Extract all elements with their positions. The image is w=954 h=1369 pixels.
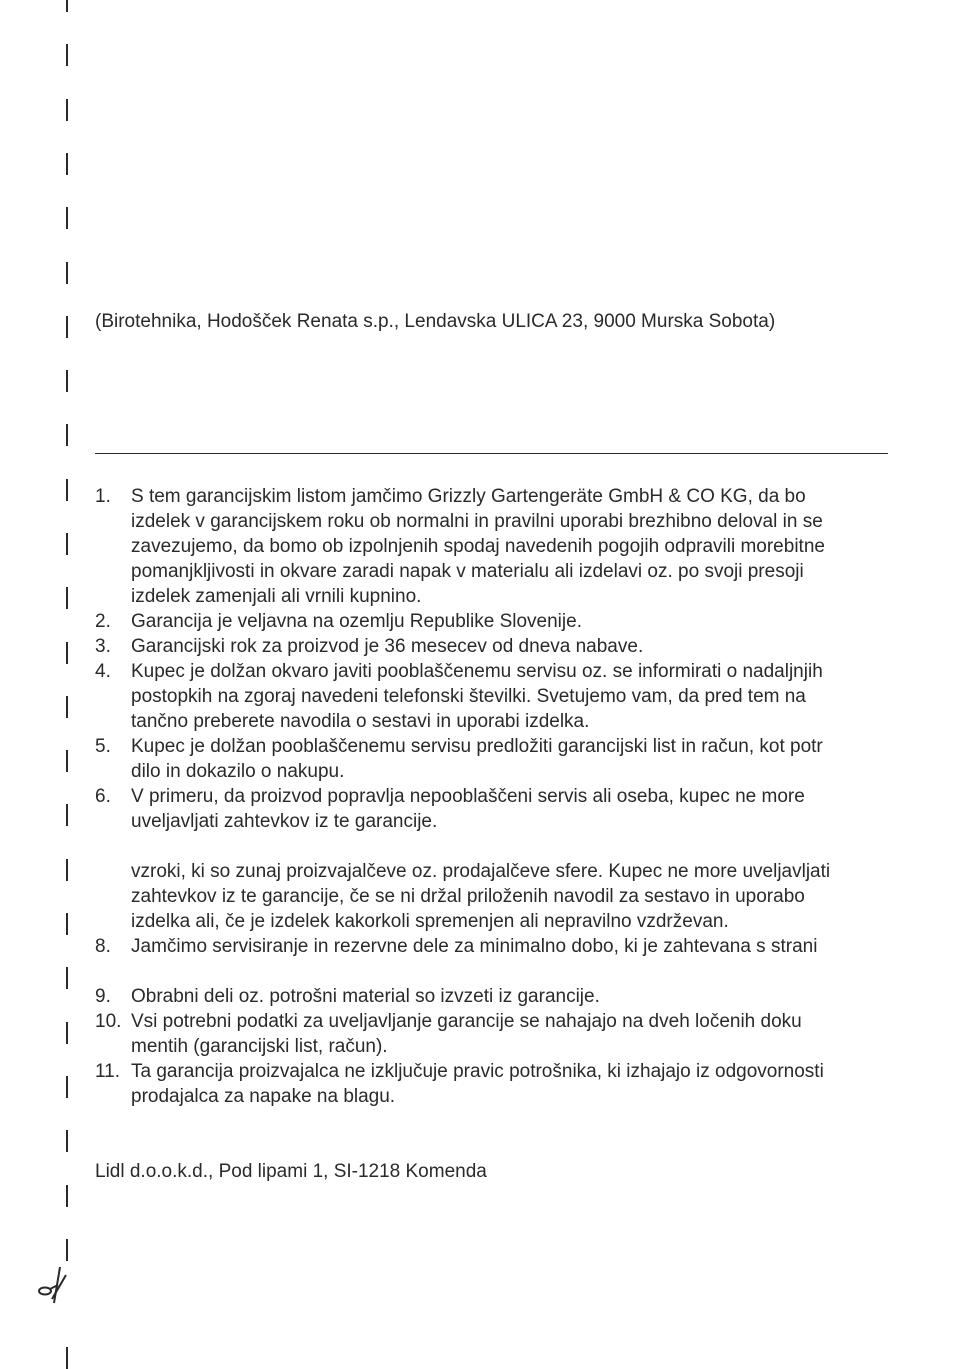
list-item-number: 9. [95,986,111,1007]
cut-line-dash [66,262,68,284]
text-line: tančno preberete navodila o sestavi in uporabi izdelka. [131,711,590,732]
list-item [95,659,895,734]
cut-line-dash [66,587,68,609]
list-item-number: 2. [95,611,111,632]
address-line: (Birotehnika, Hodošček Renata s.p., Lendavska ULICA 23, 9000 Murska Sobota) [95,311,776,332]
text-line: mentih (garancijski list, račun). [131,1036,388,1057]
cut-line-dash [66,750,68,772]
list-item-text [131,1059,895,1109]
text-line: izdelek v garancijskem roku ob normalni in pravilni uporabi brezhibno deloval in se [131,511,823,532]
cut-line-dash [66,913,68,935]
list-item-number: 3. [95,636,111,657]
cut-line-dash [66,642,68,664]
footer-address: Lidl d.o.o.k.d., Pod lipami 1, SI-1218 Komenda [95,1161,487,1182]
list-item-text [131,634,895,659]
text-line: prodajalca za napake na blagu. [131,1086,396,1107]
cut-line-dash [66,424,68,446]
list-item-text [131,934,895,984]
list-item [95,984,895,1009]
cut-line-dash [66,207,68,229]
text-line: izdelka ali, če je izdelek kakorkoli spremenjen ali nepravilno vzdrževan. [131,911,729,932]
cut-line-dash [66,859,68,881]
text-line: pomanjkljivosti in okvare zaradi napak v materialu ali izdelavi oz. po svoji presoji [131,561,804,582]
cut-line-dash [66,370,68,392]
cut-line-dash [66,44,68,66]
list-item [95,934,895,984]
list-item [95,1009,895,1059]
list-item [95,634,895,659]
text-line: Kupec je dolžan okvaro javiti pooblaščenemu servisu oz. se informirati o nadaljnjih [131,661,823,682]
text-line: uveljavljati zahtevkov iz te garancije. [131,811,438,832]
list-item-text [131,609,895,634]
text-line: izdelek zamenjali ali vrnili kupnino. [131,586,422,607]
text-line [131,959,895,984]
cut-line-dash [66,696,68,718]
cut-line-dash [66,479,68,501]
divider [95,453,888,454]
text-line: Jamčimo servisiranje in rezervne dele za minimalno dobo, ki je zahtevana s strani [131,936,818,957]
list-item [95,1059,895,1109]
cut-line-dash [66,1076,68,1098]
list-item-number: 1. [95,486,111,507]
text-line: Kupec je dolžan pooblaščenemu servisu predložiti garancijski list in račun, kot potr [131,736,823,757]
cut-line-dash [66,0,68,12]
list-item-number: 8. [95,936,111,957]
text-line: Garancija je veljavna na ozemlju Republike Slovenije. [131,611,582,632]
text-line: Garancijski rok za proizvod je 36 mesecev od dneva nabave. [131,636,644,657]
list-item-number: 11. [95,1061,121,1082]
list-item-text [131,834,895,934]
list-item [95,834,895,934]
list-item [95,784,895,834]
text-line: Ta garancija proizvajalca ne izključuje pravic potrošnika, ki izhajajo iz odgovornosti [131,1061,824,1082]
text-line: Vsi potrebni podatki za uveljavljanje garancije se nahajajo na dveh ločenih doku [131,1011,802,1032]
cut-line-dash [66,1239,68,1261]
list-item [95,609,895,634]
cut-line-dash [66,804,68,826]
list-item-text [131,484,895,609]
list-item-number [95,834,131,934]
text-line: dilo in dokazilo o nakupu. [131,761,345,782]
cut-line-dash [66,967,68,989]
cut-line-dash [66,533,68,555]
text-line: zahtevkov iz te garancije, če se ni držal priloženih navodil za sestavo in uporabo [131,886,805,907]
list-item-number: 5. [95,736,111,757]
warranty-terms-list [95,484,895,1109]
list-item [95,734,895,784]
text-line: V primeru, da proizvod popravlja nepooblaščeni servis ali oseba, kupec ne more [131,786,805,807]
text-line: vzroki, ki so zunaj proizvajalčeve oz. prodajalčeve sfere. Kupec ne more uveljavljati [131,861,831,882]
list-item-text [131,659,895,734]
cut-line-dash [66,1022,68,1044]
list-item-text [131,784,895,834]
list-item-text [131,734,895,784]
list-item-text [131,1009,895,1059]
cut-line-dash [66,99,68,121]
list-item-text [131,984,895,1009]
list-item-number: 6. [95,786,111,807]
text-line: Obrabni deli oz. potrošni material so izvzeti iz garancije. [131,986,600,1007]
list-item [95,484,895,609]
cut-line-dash [66,1347,68,1369]
text-line: zavezujemo, da bomo ob izpolnjenih spodaj navedenih pogojih odpravili morebitne [131,536,825,557]
cut-line-dash [66,316,68,338]
cut-line-dash [66,1185,68,1207]
cut-line-dash [66,1130,68,1152]
text-line: postopkih na zgoraj navedeni telefonski številki. Svetujemo vam, da pred tem na [131,686,806,707]
scissors-icon [36,1263,70,1305]
cut-line-dash [66,153,68,175]
list-item-number: 10. [95,1011,122,1032]
text-line: S tem garancijskim listom jamčimo Grizzly Gartengeräte GmbH & CO KG, da bo [131,486,806,507]
list-item-number: 4. [95,661,111,682]
text-line [131,834,895,859]
